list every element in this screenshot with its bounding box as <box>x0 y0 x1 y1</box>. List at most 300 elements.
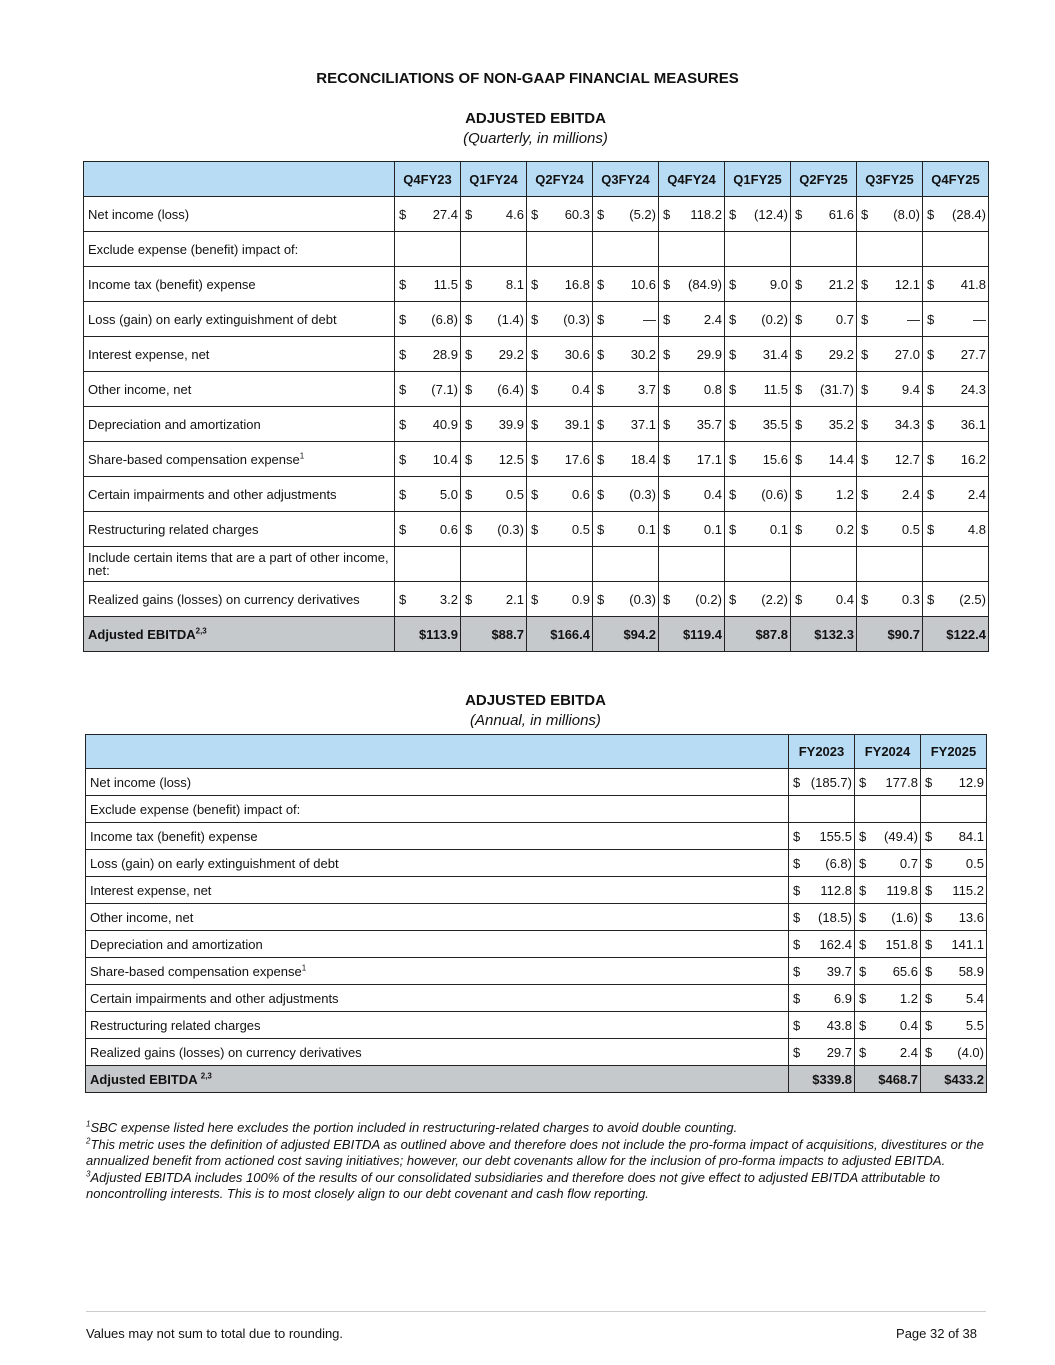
cell-value: 12.9 <box>958 774 984 790</box>
footnote-marker: 1 <box>301 963 307 973</box>
value-cell <box>855 1039 921 1066</box>
cell-value: 0.1 <box>637 521 656 537</box>
row-label-text: Net income (loss) <box>88 206 190 222</box>
currency-symbol: $ <box>531 521 539 537</box>
cell-value: 17.6 <box>564 451 590 467</box>
value-cell <box>791 582 857 617</box>
cell-value: 21.2 <box>828 276 854 292</box>
value-cell <box>395 477 461 512</box>
value-cell <box>725 267 791 302</box>
value-cell <box>857 197 923 232</box>
cell-value: 10.6 <box>630 276 656 292</box>
row-label <box>86 850 789 877</box>
cell-value: 151.8 <box>885 936 918 952</box>
value-cell <box>921 1012 987 1039</box>
currency-symbol: $ <box>927 591 935 607</box>
quarterly-table <box>83 161 989 652</box>
cell-value: 2.4 <box>899 1044 918 1060</box>
header-blank-cell <box>86 735 789 769</box>
cell-value: 41.8 <box>960 276 986 292</box>
value-cell <box>395 232 461 267</box>
row-label <box>84 547 395 582</box>
table-row <box>86 796 987 823</box>
annual-subtitle: (Annual, in millions) <box>470 712 601 729</box>
table-row <box>86 904 987 931</box>
row-label-text: Interest expense, net <box>88 346 210 362</box>
value-cell <box>725 232 791 267</box>
currency-symbol: $ <box>925 936 933 952</box>
footnote-text: This metric uses the definition of adjusted EBITDA as outlined above and therefore does not include the pro-forma impact of acquisitions, divestitures or the annualized benefit from actioned cost saving initiatives; however, our debt covenants allow for the inclusion of pro-forma impacts to adjusted EBITDA. <box>86 1136 984 1168</box>
value-cell <box>857 232 923 267</box>
footnote-marker: 2,3 <box>200 1071 212 1081</box>
value-cell <box>857 337 923 372</box>
value-cell <box>923 442 989 477</box>
currency-symbol: $ <box>597 311 605 327</box>
table-row <box>86 985 987 1012</box>
value-cell <box>923 512 989 547</box>
cell-value: 58.9 <box>958 963 984 979</box>
footnote-text: Adjusted EBITDA includes 100% of the results of our consolidated subsidiaries and therefore does not give effect to adjusted EBITDA attributable to noncontrolling interests. This is to most closely align to our debt covenant and cash flow reporting. <box>86 1169 941 1201</box>
currency-symbol: $ <box>465 416 473 432</box>
currency-symbol: $ <box>927 486 935 502</box>
currency-symbol: $ <box>925 828 933 844</box>
column-header: Q2FY25 <box>791 162 857 197</box>
value-cell <box>593 547 659 582</box>
currency-symbol: $ <box>925 774 933 790</box>
row-label-text: Loss (gain) on early extinguishment of debt <box>88 311 337 327</box>
value-cell <box>593 372 659 407</box>
value-cell <box>791 372 857 407</box>
total-value: $433.2 <box>944 1071 984 1087</box>
value-cell <box>593 512 659 547</box>
value-cell <box>791 547 857 582</box>
value-cell <box>791 232 857 267</box>
cell-value: (12.4) <box>754 206 788 222</box>
currency-symbol: $ <box>861 416 869 432</box>
value-cell <box>725 197 791 232</box>
currency-symbol: $ <box>465 591 473 607</box>
cell-value: 0.6 <box>571 486 590 502</box>
currency-symbol: $ <box>399 346 407 362</box>
table-row <box>84 232 989 267</box>
cell-value: 12.5 <box>498 451 524 467</box>
currency-symbol: $ <box>859 990 867 1006</box>
value-cell <box>461 267 527 302</box>
total-value-cell <box>593 617 659 652</box>
cell-value: (49.4) <box>884 828 918 844</box>
currency-symbol: $ <box>793 909 801 925</box>
footnote-text: SBC expense listed here excludes the portion included in restructuring-related charges to avoid double counting. <box>90 1120 738 1135</box>
table-row <box>84 407 989 442</box>
value-cell <box>527 512 593 547</box>
footnote-marker: 2,3 <box>195 626 207 636</box>
value-cell <box>923 267 989 302</box>
total-value: $113.9 <box>418 626 458 642</box>
cell-value: (31.7) <box>820 381 854 397</box>
currency-symbol: $ <box>925 882 933 898</box>
cell-value: — <box>907 311 920 327</box>
currency-symbol: $ <box>531 381 539 397</box>
row-label-text: Other income, net <box>90 909 194 925</box>
value-cell <box>791 267 857 302</box>
value-cell <box>659 477 725 512</box>
annual-table <box>85 734 987 1093</box>
total-row <box>84 617 989 652</box>
cell-value: — <box>643 311 656 327</box>
currency-symbol: $ <box>729 416 737 432</box>
cell-value: 15.6 <box>762 451 788 467</box>
cell-value: (0.3) <box>563 311 590 327</box>
cell-value: 4.8 <box>967 521 986 537</box>
total-value-cell <box>395 617 461 652</box>
value-cell <box>789 769 855 796</box>
value-cell <box>789 904 855 931</box>
value-cell <box>923 582 989 617</box>
total-label <box>86 1066 789 1093</box>
footnote <box>86 1137 986 1170</box>
currency-symbol: $ <box>859 963 867 979</box>
cell-value: 0.5 <box>505 486 524 502</box>
currency-symbol: $ <box>859 828 867 844</box>
currency-symbol: $ <box>729 206 737 222</box>
currency-symbol: $ <box>531 486 539 502</box>
value-cell <box>921 958 987 985</box>
currency-symbol: $ <box>597 276 605 292</box>
cell-value: (6.8) <box>825 855 852 871</box>
cell-value: 65.6 <box>892 963 918 979</box>
currency-symbol: $ <box>795 591 803 607</box>
value-cell <box>593 582 659 617</box>
currency-symbol: $ <box>729 276 737 292</box>
value-cell <box>395 582 461 617</box>
value-cell <box>725 302 791 337</box>
value-cell <box>527 267 593 302</box>
cell-value: 40.9 <box>432 416 458 432</box>
cell-value: 112.8 <box>820 882 852 898</box>
value-cell <box>395 197 461 232</box>
cell-value: (0.3) <box>629 486 656 502</box>
value-cell <box>593 232 659 267</box>
row-label <box>86 1012 789 1039</box>
table-row <box>84 547 989 582</box>
cell-value: 119.8 <box>886 882 918 898</box>
cell-value: 115.2 <box>952 882 984 898</box>
total-value-cell <box>789 1066 855 1093</box>
cell-value: 27.7 <box>960 346 986 362</box>
row-label-text: Depreciation and amortization <box>88 416 261 432</box>
currency-symbol: $ <box>861 346 869 362</box>
total-value: $119.4 <box>682 626 722 642</box>
cell-value: 29.2 <box>828 346 854 362</box>
column-header: Q2FY24 <box>527 162 593 197</box>
cell-value: 35.2 <box>828 416 854 432</box>
cell-value: (0.2) <box>695 591 722 607</box>
value-cell <box>791 477 857 512</box>
currency-symbol: $ <box>465 346 473 362</box>
quarterly-title: ADJUSTED EBITDA <box>465 110 606 127</box>
currency-symbol: $ <box>597 591 605 607</box>
cell-value: 8.1 <box>505 276 524 292</box>
currency-symbol: $ <box>793 828 801 844</box>
currency-symbol: $ <box>793 936 801 952</box>
currency-symbol: $ <box>793 963 801 979</box>
value-cell <box>921 1039 987 1066</box>
currency-symbol: $ <box>927 416 935 432</box>
cell-value: 3.2 <box>439 591 458 607</box>
value-cell <box>461 372 527 407</box>
value-cell <box>593 302 659 337</box>
value-cell <box>857 302 923 337</box>
currency-symbol: $ <box>465 311 473 327</box>
row-label <box>86 796 789 823</box>
currency-symbol: $ <box>399 591 407 607</box>
column-header: FY2025 <box>921 735 987 769</box>
total-value: $88.7 <box>491 626 524 642</box>
row-label <box>86 904 789 931</box>
cell-value: 177.8 <box>885 774 918 790</box>
currency-symbol: $ <box>663 346 671 362</box>
value-cell <box>921 904 987 931</box>
cell-value: 0.5 <box>571 521 590 537</box>
column-header: FY2024 <box>855 735 921 769</box>
cell-value: 0.4 <box>899 1017 918 1033</box>
currency-symbol: $ <box>399 206 407 222</box>
value-cell <box>855 796 921 823</box>
currency-symbol: $ <box>597 346 605 362</box>
cell-value: 35.5 <box>762 416 788 432</box>
table-row <box>86 823 987 850</box>
currency-symbol: $ <box>663 486 671 502</box>
value-cell <box>923 197 989 232</box>
column-header: Q4FY24 <box>659 162 725 197</box>
currency-symbol: $ <box>465 521 473 537</box>
value-cell <box>923 372 989 407</box>
value-cell <box>789 958 855 985</box>
value-cell <box>725 442 791 477</box>
currency-symbol: $ <box>531 311 539 327</box>
currency-symbol: $ <box>465 276 473 292</box>
cell-value: 29.7 <box>826 1044 852 1060</box>
value-cell <box>789 1039 855 1066</box>
row-label <box>86 823 789 850</box>
currency-symbol: $ <box>663 381 671 397</box>
value-cell <box>659 232 725 267</box>
value-cell <box>921 823 987 850</box>
total-value-cell <box>725 617 791 652</box>
cell-value: 0.1 <box>769 521 788 537</box>
currency-symbol: $ <box>531 451 539 467</box>
row-label-text: Net income (loss) <box>90 774 192 790</box>
cell-value: (2.2) <box>761 591 788 607</box>
total-value: $90.7 <box>887 626 920 642</box>
cell-value: 0.4 <box>703 486 722 502</box>
value-cell <box>789 1012 855 1039</box>
column-header: FY2023 <box>789 735 855 769</box>
column-header: Q3FY24 <box>593 162 659 197</box>
currency-symbol: $ <box>793 855 801 871</box>
value-cell <box>527 442 593 477</box>
value-cell <box>791 512 857 547</box>
value-cell <box>461 407 527 442</box>
currency-symbol: $ <box>927 206 935 222</box>
total-value-cell <box>659 617 725 652</box>
footnote <box>86 1120 986 1137</box>
cell-value: 35.7 <box>696 416 722 432</box>
cell-value: 14.4 <box>828 451 854 467</box>
row-label <box>86 958 789 985</box>
total-value: $94.2 <box>623 626 656 642</box>
currency-symbol: $ <box>663 451 671 467</box>
cell-value: (0.3) <box>497 521 524 537</box>
cell-value: 61.6 <box>828 206 854 222</box>
cell-value: (5.2) <box>629 206 656 222</box>
value-cell <box>461 512 527 547</box>
cell-value: 0.8 <box>703 381 722 397</box>
table-row <box>86 1039 987 1066</box>
value-cell <box>857 267 923 302</box>
cell-value: 1.2 <box>899 990 918 1006</box>
cell-value: 3.7 <box>637 381 656 397</box>
cell-value: 27.0 <box>894 346 920 362</box>
cell-value: (84.9) <box>688 276 722 292</box>
currency-symbol: $ <box>793 1044 801 1060</box>
cell-value: 84.1 <box>958 828 984 844</box>
currency-symbol: $ <box>597 416 605 432</box>
currency-symbol: $ <box>925 963 933 979</box>
total-value-cell <box>921 1066 987 1093</box>
cell-value: (8.0) <box>893 206 920 222</box>
table-row <box>84 582 989 617</box>
currency-symbol: $ <box>925 990 933 1006</box>
column-header: Q4FY25 <box>923 162 989 197</box>
cell-value: — <box>973 311 986 327</box>
currency-symbol: $ <box>859 855 867 871</box>
row-label-text: Restructuring related charges <box>88 521 259 537</box>
cell-value: 141.1 <box>951 936 984 952</box>
row-label <box>86 769 789 796</box>
row-label-text: Exclude expense (benefit) impact of: <box>88 241 299 257</box>
cell-value: 18.4 <box>630 451 656 467</box>
cell-value: 162.4 <box>819 936 852 952</box>
currency-symbol: $ <box>793 1017 801 1033</box>
cell-value: 1.2 <box>835 486 854 502</box>
currency-symbol: $ <box>663 311 671 327</box>
currency-symbol: $ <box>925 909 933 925</box>
value-cell <box>855 985 921 1012</box>
cell-value: 0.7 <box>835 311 854 327</box>
currency-symbol: $ <box>859 882 867 898</box>
cell-value: 29.9 <box>696 346 722 362</box>
value-cell <box>855 931 921 958</box>
rounding-note: Values may not sum to total due to rounding. <box>86 1326 344 1341</box>
row-label-text: Realized gains (losses) on currency derivatives <box>90 1044 362 1060</box>
value-cell <box>659 407 725 442</box>
currency-symbol: $ <box>861 276 869 292</box>
value-cell <box>461 582 527 617</box>
cell-value: 17.1 <box>696 451 722 467</box>
currency-symbol: $ <box>793 882 801 898</box>
value-cell <box>593 197 659 232</box>
page-number: Page 32 of 38 <box>896 1326 977 1341</box>
row-label <box>84 477 395 512</box>
value-cell <box>659 372 725 407</box>
cell-value: 13.6 <box>958 909 984 925</box>
row-label-text: Income tax (benefit) expense <box>88 276 256 292</box>
value-cell <box>791 442 857 477</box>
currency-symbol: $ <box>859 1044 867 1060</box>
currency-symbol: $ <box>927 346 935 362</box>
value-cell <box>921 877 987 904</box>
footnote-marker: 1 <box>299 451 305 461</box>
value-cell <box>395 372 461 407</box>
row-label-text: Share-based compensation expense <box>90 963 302 979</box>
value-cell <box>593 267 659 302</box>
cell-value: 30.2 <box>630 346 656 362</box>
table-row <box>86 877 987 904</box>
cell-value: 155.5 <box>819 828 852 844</box>
currency-symbol: $ <box>795 521 803 537</box>
cell-value: 2.4 <box>967 486 986 502</box>
value-cell <box>789 877 855 904</box>
table-row <box>84 267 989 302</box>
table-row <box>84 442 989 477</box>
cell-value: 0.2 <box>835 521 854 537</box>
cell-value: 2.1 <box>505 591 524 607</box>
cell-value: 39.9 <box>498 416 524 432</box>
value-cell <box>527 477 593 512</box>
currency-symbol: $ <box>795 311 803 327</box>
row-label <box>86 877 789 904</box>
footer-divider <box>86 1311 986 1312</box>
value-cell <box>659 547 725 582</box>
cell-value: 39.7 <box>826 963 852 979</box>
currency-symbol: $ <box>861 451 869 467</box>
footnote-marker: 1 <box>86 1119 91 1129</box>
value-cell <box>395 512 461 547</box>
cell-value: 0.1 <box>703 521 722 537</box>
cell-value: (0.3) <box>629 591 656 607</box>
value-cell <box>923 547 989 582</box>
column-header: Q3FY25 <box>857 162 923 197</box>
total-value-cell <box>923 617 989 652</box>
row-label-text: Exclude expense (benefit) impact of: <box>90 801 301 817</box>
currency-symbol: $ <box>663 521 671 537</box>
footnote <box>86 1170 986 1203</box>
value-cell <box>857 442 923 477</box>
value-cell <box>857 407 923 442</box>
header-row <box>86 735 987 769</box>
value-cell <box>395 442 461 477</box>
page-title: RECONCILIATIONS OF NON-GAAP FINANCIAL MEASURES <box>316 70 739 87</box>
currency-symbol: $ <box>795 206 803 222</box>
currency-symbol: $ <box>729 346 737 362</box>
total-value-cell <box>527 617 593 652</box>
value-cell <box>395 337 461 372</box>
row-label-text: Realized gains (losses) on currency derivatives <box>88 591 360 607</box>
row-label <box>84 442 395 477</box>
currency-symbol: $ <box>597 486 605 502</box>
cell-value: 0.3 <box>901 591 920 607</box>
total-value: $468.7 <box>878 1071 918 1087</box>
row-label <box>84 372 395 407</box>
value-cell <box>461 302 527 337</box>
row-label-text: Restructuring related charges <box>90 1017 261 1033</box>
value-cell <box>527 337 593 372</box>
value-cell <box>527 372 593 407</box>
footnote-marker: 3 <box>86 1169 91 1179</box>
footnote-marker: 2 <box>86 1136 91 1146</box>
total-value-cell <box>855 1066 921 1093</box>
